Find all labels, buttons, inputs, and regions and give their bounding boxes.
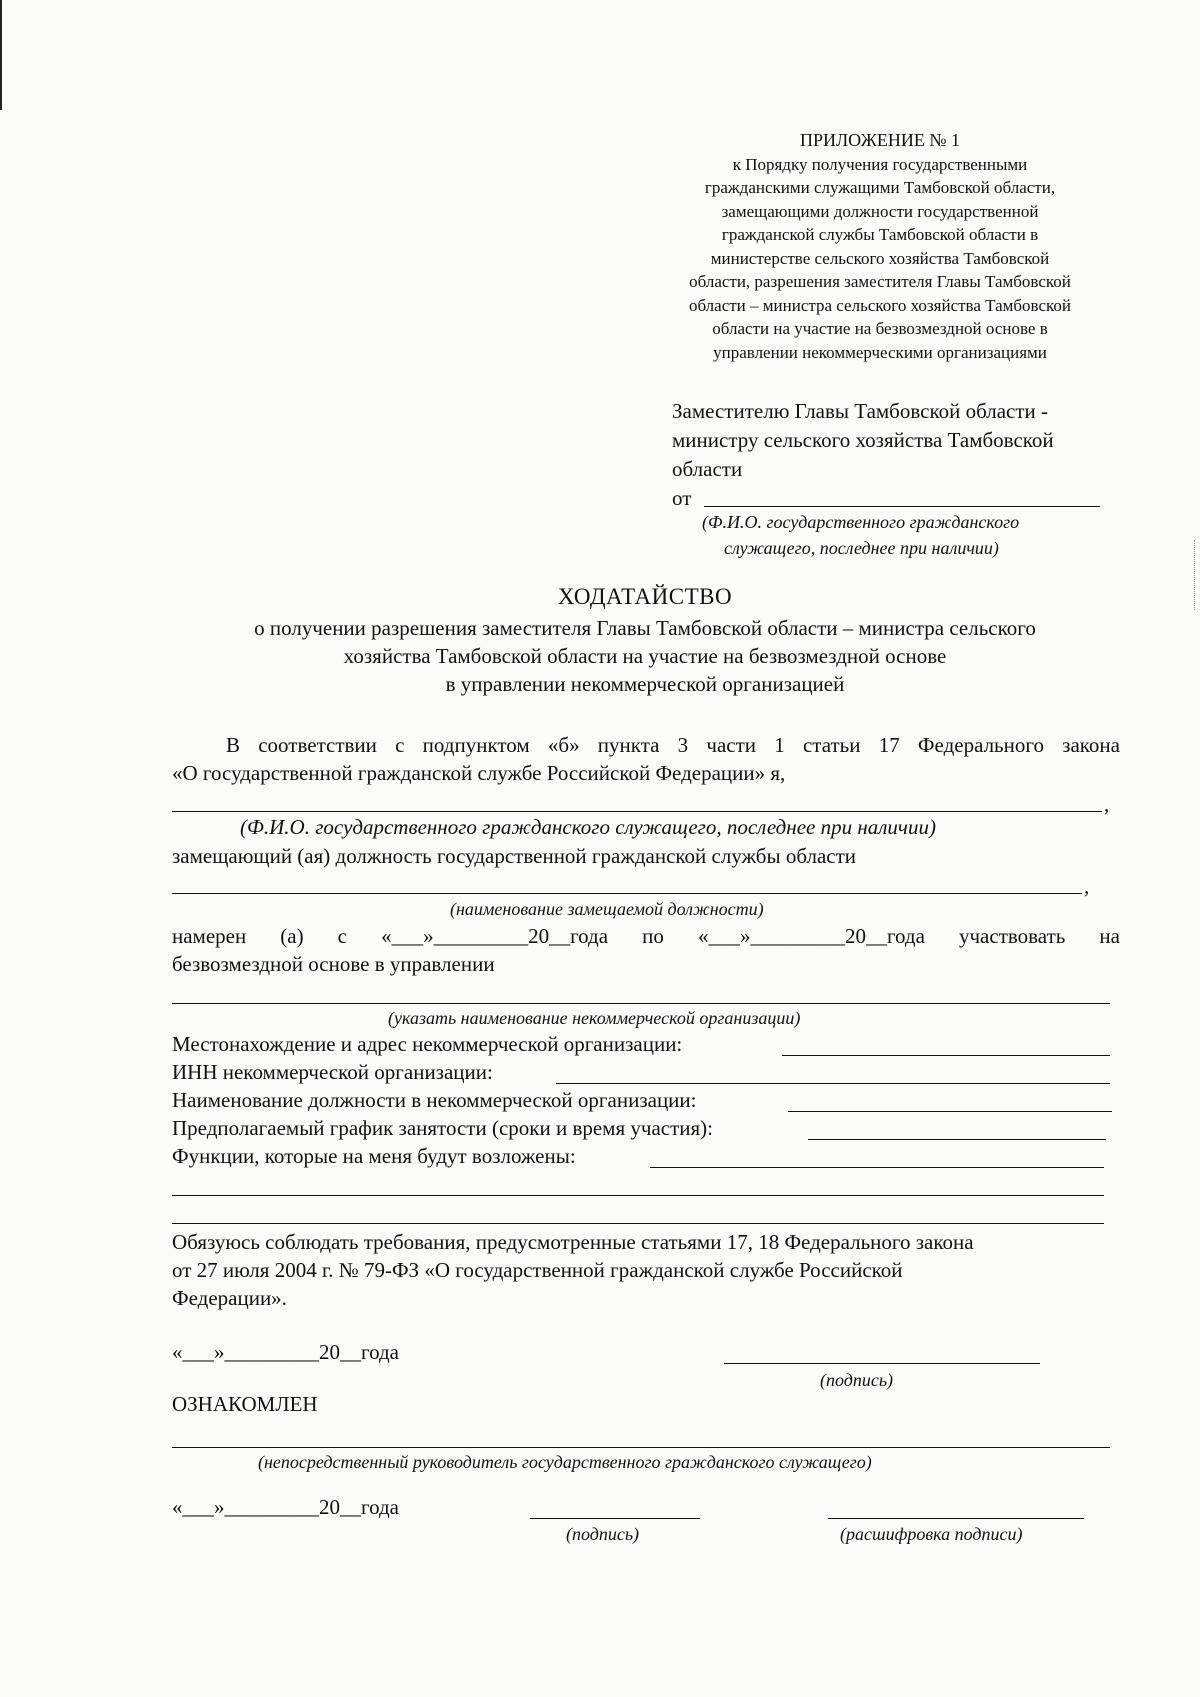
schedule-field[interactable] <box>808 1139 1106 1140</box>
annex-line: замещающими должности государственной <box>721 201 1039 221</box>
manager-hint: (непосредственный руководитель государственного гражданского служащего) <box>258 1452 872 1472</box>
org-address-field[interactable] <box>782 1055 1110 1056</box>
date-from-field[interactable]: «___»_________20__года <box>381 924 609 948</box>
position-hint: (наименование замещаемой должности) <box>450 899 764 919</box>
fio-comma: , <box>1104 792 1110 816</box>
annex-line: управлении некоммерческими организациями <box>713 342 1047 362</box>
functions-label: Функции, которые на меня будут возложены: <box>172 1144 576 1168</box>
functions-field-2[interactable] <box>172 1195 1104 1196</box>
from-name-field[interactable] <box>704 506 1100 507</box>
annex-line: области на участие на безвозмездной основе в <box>712 319 1048 338</box>
org-hint: (указать наименование некоммерческой организации) <box>388 1008 801 1028</box>
from-hint-2: служащего, последнее при наличии) <box>724 538 999 558</box>
scan-edge-artifact <box>0 0 2 110</box>
org-position-label: Наименование должности в некоммерческой организации: <box>172 1088 697 1112</box>
from-label: от <box>672 486 692 510</box>
intent-word: на <box>1099 924 1120 948</box>
intent-word: намерен <box>172 924 247 948</box>
title-sub-1: о получении разрешения заместителя Главы Тамбовской области – министра сельского <box>254 616 1036 640</box>
intent-word: по <box>642 924 664 948</box>
intent-word: участвовать <box>959 924 1066 948</box>
addressee-line: министру сельского хозяйства Тамбовской <box>672 428 1054 452</box>
org-inn-label: ИНН некоммерческой организации: <box>172 1060 493 1084</box>
obligation-line-2: от 27 июля 2004 г. № 79-ФЗ «О государственной гражданской службе Российской <box>172 1258 903 1282</box>
position-text: замещающий (ая) должность государственной гражданской службы области <box>172 844 857 868</box>
intro-line-2: «О государственной гражданской службе Российской Федерации» я, <box>172 761 786 785</box>
obligation-line-1: Обязуюсь соблюдать требования, предусмотренные статьями 17, 18 Федерального закона <box>172 1230 974 1254</box>
signature-field[interactable] <box>724 1363 1040 1364</box>
position-comma: , <box>1084 874 1090 898</box>
from-hint-1: (Ф.И.О. государственного гражданского <box>702 512 1020 532</box>
title-sub-3: в управлении некоммерческой организацией <box>445 672 845 696</box>
sign-date-field[interactable]: «___»_________20__года <box>172 1340 399 1364</box>
addressee-block <box>672 397 1054 484</box>
intent-word: с <box>337 924 347 948</box>
annex-block <box>660 129 1100 364</box>
functions-field-3[interactable] <box>172 1223 1104 1224</box>
intent-line-2: безвозмездной основе в управлении <box>172 952 495 976</box>
fio-field[interactable] <box>172 811 1102 812</box>
date-to-field[interactable]: «___»_________20__года <box>697 924 925 948</box>
addressee-line: области <box>672 457 743 481</box>
intent-word: (а) <box>280 924 304 948</box>
org-name-field[interactable] <box>172 1003 1110 1004</box>
manager-signature-hint: (подпись) <box>566 1524 640 1544</box>
annex-line: области, разрешения заместителя Главы Тамбовской <box>689 272 1071 291</box>
manager-decode-hint: (расшифровка подписи) <box>840 1524 1023 1544</box>
signature-hint: (подпись) <box>820 1370 894 1390</box>
manager-signature-field[interactable] <box>530 1518 700 1519</box>
schedule-label: Предполагаемый график занятости (сроки и время участия): <box>172 1116 713 1140</box>
functions-field[interactable] <box>650 1167 1104 1168</box>
org-position-field[interactable] <box>788 1111 1112 1112</box>
position-field[interactable] <box>172 893 1082 894</box>
annex-line: министерстве сельского хозяйства Тамбовской <box>710 248 1050 268</box>
annex-line: области – министра сельского хозяйства Тамбовской <box>688 295 1072 315</box>
document-title: ХОДАТАЙСТВО <box>557 584 733 609</box>
annex-line: к Порядку получения государственными <box>732 154 1028 174</box>
obligation-line-3: Федерации». <box>172 1286 287 1310</box>
addressee-line: Заместителю Главы Тамбовской области - <box>672 399 1049 423</box>
manager-date-field[interactable]: «___»_________20__года <box>172 1495 399 1519</box>
manager-decode-field[interactable] <box>828 1518 1084 1519</box>
acquainted-label: ОЗНАКОМЛЕН <box>172 1392 318 1416</box>
annex-line: гражданскими служащими Тамбовской области, <box>704 178 1056 197</box>
org-inn-field[interactable] <box>556 1083 1110 1084</box>
manager-field[interactable] <box>172 1447 1110 1448</box>
org-address-label: Местонахождение и адрес некоммерческой организации: <box>172 1032 683 1056</box>
title-sub-2: хозяйства Тамбовской области на участие на безвозмездной основе <box>343 644 947 668</box>
intent-line <box>172 924 1120 949</box>
intro-line-1: В соответствии с подпунктом «б» пункта 3 части 1 статьи 17 Федерального закона <box>226 733 1120 757</box>
fio-hint: (Ф.И.О. государственного гражданского служащего, последнее при наличии) <box>240 815 936 839</box>
annex-line: гражданской службы Тамбовской области в <box>721 225 1039 244</box>
annex-number: ПРИЛОЖЕНИЕ № 1 <box>799 130 961 150</box>
